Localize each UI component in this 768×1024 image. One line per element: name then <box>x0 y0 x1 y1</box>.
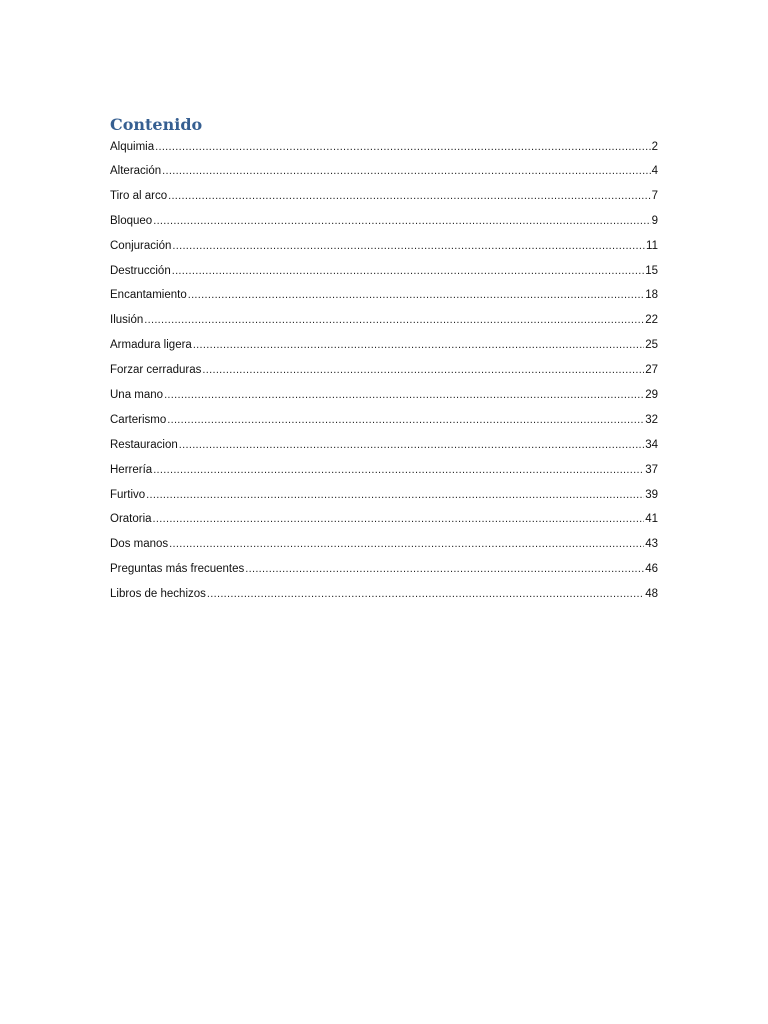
toc-entry[interactable] <box>110 512 658 537</box>
toc-dot-leader <box>167 413 644 427</box>
toc-entry[interactable] <box>110 438 658 463</box>
toc-entry[interactable] <box>110 363 658 388</box>
toc-entry-page-number[interactable]: 29 <box>645 389 658 402</box>
toc-entry-page-number[interactable]: 48 <box>645 588 658 601</box>
toc-entry-page-number[interactable]: 27 <box>645 364 658 377</box>
toc-dot-leader <box>193 338 644 352</box>
toc-entry-label[interactable]: Libros de hechizos <box>110 588 206 601</box>
toc-dot-leader <box>153 214 650 228</box>
toc-title: Contenido <box>110 115 203 134</box>
toc-dot-leader <box>144 313 644 327</box>
toc-entry-label[interactable]: Preguntas más frecuentes <box>110 563 245 576</box>
toc-entry[interactable] <box>110 164 658 189</box>
toc-entry[interactable] <box>110 413 658 438</box>
toc-entry[interactable] <box>110 264 658 289</box>
toc-entry-page-number[interactable]: 11 <box>646 239 658 252</box>
toc-entry-label[interactable]: Encantamiento <box>110 289 187 302</box>
toc-entry[interactable] <box>110 537 658 562</box>
toc-entry-label[interactable]: Alteración <box>110 165 162 177</box>
toc-entry-page-number[interactable]: 34 <box>645 438 658 451</box>
toc-entry[interactable] <box>110 140 658 164</box>
toc-entry-label[interactable]: Tiro al arco <box>110 189 168 202</box>
toc-entry-label[interactable]: Forzar cerraduras <box>110 364 202 377</box>
toc-dot-leader <box>207 587 644 601</box>
toc-entry-page-number[interactable]: 15 <box>645 264 658 277</box>
toc-dot-leader <box>169 537 644 551</box>
toc-entry-page-number[interactable]: 25 <box>645 339 658 352</box>
toc-entry-label[interactable]: Conjuración <box>110 239 172 252</box>
toc-entry[interactable] <box>110 488 658 513</box>
toc-dot-leader <box>172 264 644 278</box>
toc-entry-page-number[interactable]: 39 <box>645 488 658 501</box>
toc-dot-leader <box>172 239 645 253</box>
toc-entry-label[interactable]: Bloqueo <box>110 214 153 227</box>
toc-entry[interactable] <box>110 313 658 338</box>
toc-entry-page-number[interactable]: 37 <box>645 463 658 476</box>
toc-dot-leader <box>202 363 644 377</box>
toc-entry-page-number[interactable]: 18 <box>645 289 658 302</box>
table-of-contents <box>110 114 658 612</box>
toc-entry-label[interactable]: Dos manos <box>110 538 169 551</box>
toc-entry-label[interactable]: Destrucción <box>110 264 171 277</box>
toc-entry-page-number[interactable]: 43 <box>645 538 658 551</box>
toc-entry-page-number[interactable]: 4 <box>651 165 658 177</box>
toc-entry-label[interactable]: Oratoria <box>110 513 152 526</box>
toc-entry[interactable] <box>110 587 658 612</box>
toc-entry[interactable] <box>110 189 658 214</box>
toc-dot-leader <box>153 463 644 477</box>
toc-entry[interactable] <box>110 239 658 264</box>
toc-entry-label[interactable]: Alquimia <box>110 141 155 153</box>
toc-entry-page-number[interactable]: 22 <box>645 314 658 327</box>
toc-entry-label[interactable]: Furtivo <box>110 488 146 501</box>
toc-dot-leader <box>162 164 650 178</box>
toc-entry-label[interactable]: Ilusión <box>110 314 144 327</box>
toc-list <box>110 140 658 612</box>
toc-entry[interactable] <box>110 463 658 488</box>
toc-entry[interactable] <box>110 288 658 313</box>
toc-entry[interactable] <box>110 338 658 363</box>
toc-entry-label[interactable]: Una mano <box>110 389 164 402</box>
toc-entry-page-number[interactable]: 9 <box>651 214 658 227</box>
toc-entry-label[interactable]: Restauracion <box>110 438 178 451</box>
toc-dot-leader <box>179 438 644 452</box>
toc-entry[interactable] <box>110 214 658 239</box>
toc-entry[interactable] <box>110 388 658 413</box>
toc-entry-label[interactable]: Herrería <box>110 463 153 476</box>
toc-entry[interactable] <box>110 562 658 587</box>
toc-dot-leader <box>155 140 650 154</box>
toc-entry-label[interactable]: Carterismo <box>110 413 167 426</box>
toc-dot-leader <box>146 488 644 502</box>
toc-dot-leader <box>164 388 644 402</box>
toc-entry-label[interactable]: Armadura ligera <box>110 339 192 352</box>
toc-dot-leader <box>188 288 644 302</box>
toc-entry-page-number[interactable]: 32 <box>645 413 658 426</box>
toc-entry-page-number[interactable]: 2 <box>651 141 658 153</box>
toc-entry-page-number[interactable]: 46 <box>645 563 658 576</box>
toc-entry-page-number[interactable]: 41 <box>645 513 658 526</box>
toc-dot-leader <box>153 512 645 526</box>
toc-entry-page-number[interactable]: 7 <box>651 189 658 202</box>
toc-dot-leader <box>245 562 644 576</box>
toc-dot-leader <box>168 189 651 203</box>
